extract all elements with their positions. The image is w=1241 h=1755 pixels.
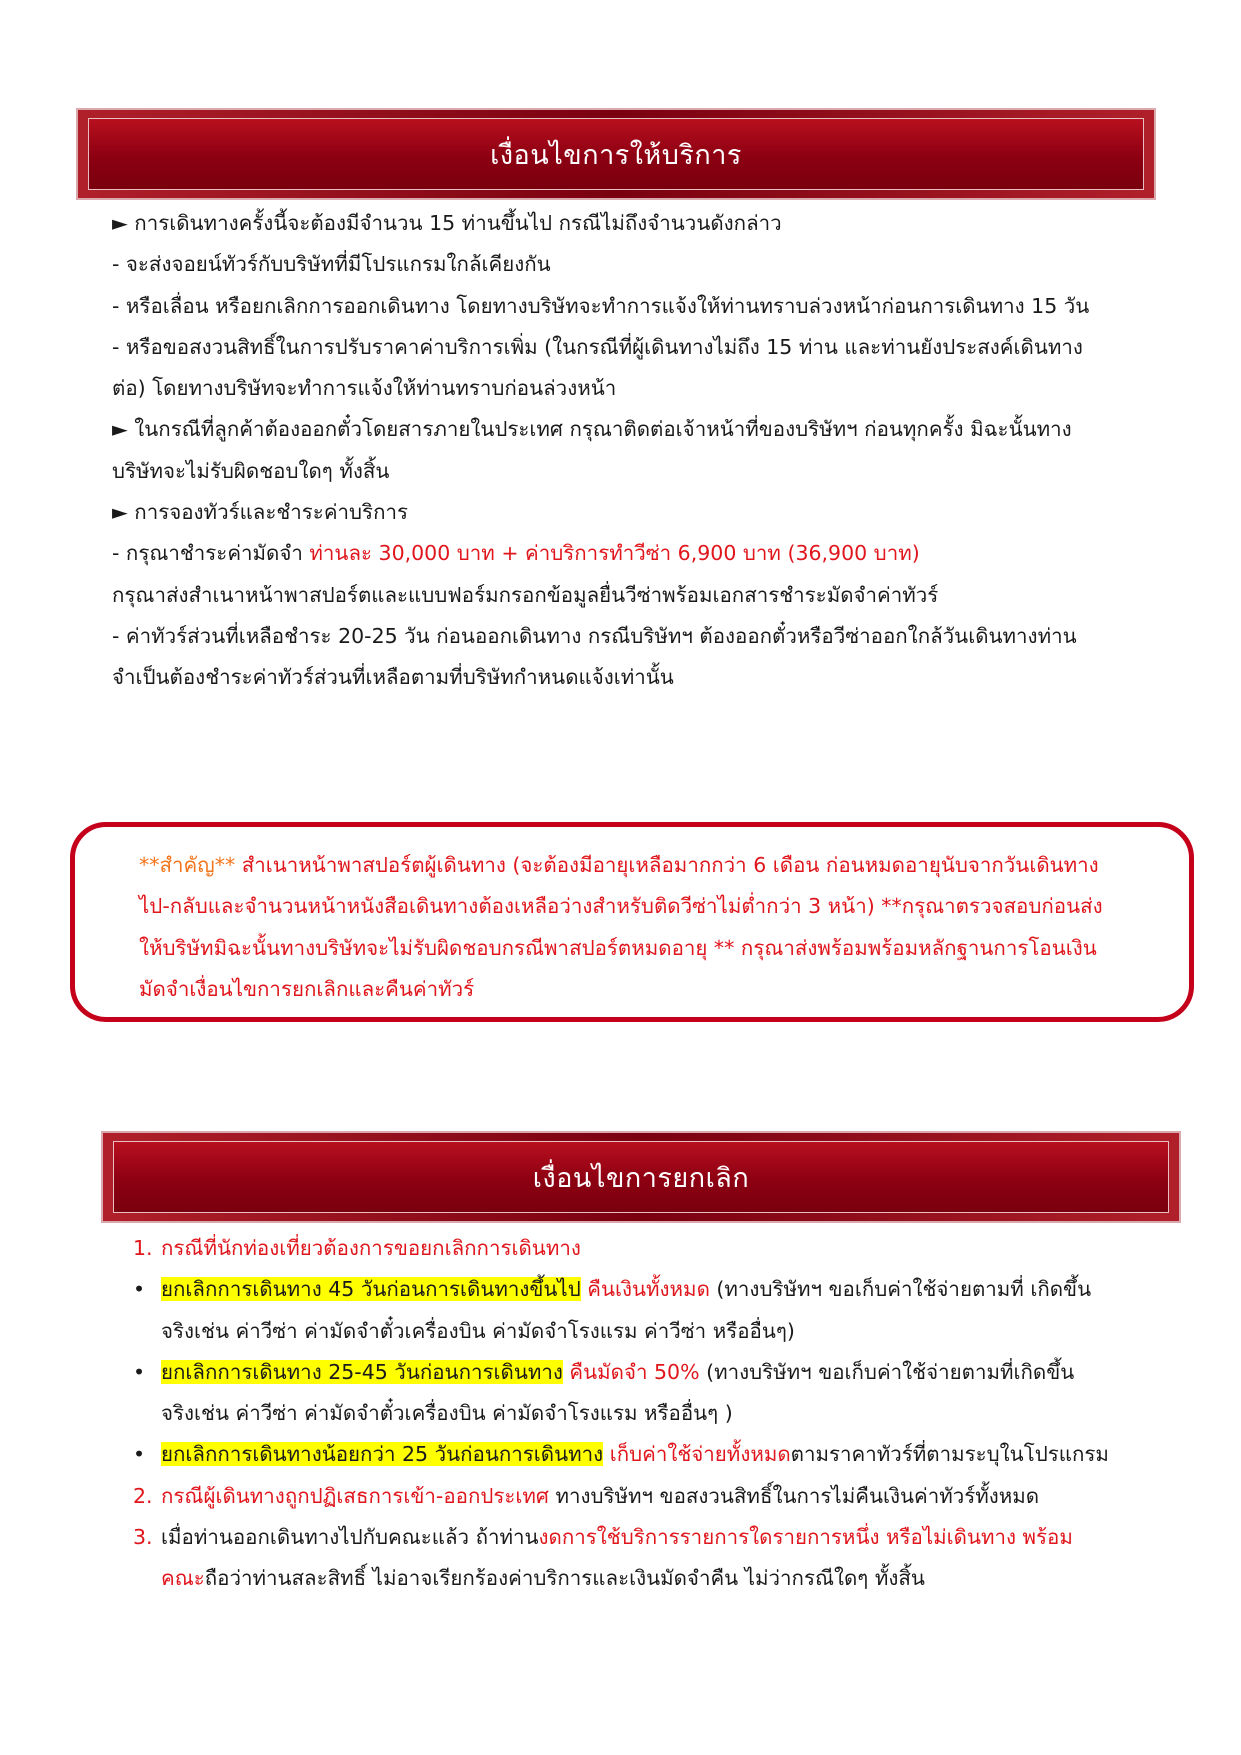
service-line: ► ในกรณีที่ลูกค้าต้องออกตั๋วโดยสารภายในประเทศ กรุณาติดต่อเจ้าหน้าที่ของบริษัทฯ ก่อนทุกครั้ง มิฉะนั้นทาง <box>112 417 1072 442</box>
bullet-continuation: จริงเช่น ค่าวีซ่า ค่ามัดจำตั๋วเครื่องบิน ค่ามัดจำโรงแรม หรืออื่นๆ ) <box>161 1401 733 1426</box>
banner-rim <box>76 108 1156 200</box>
notice-body <box>139 845 1103 1010</box>
notice-line: ไป-กลับและจำนวนหน้าหนังสือเดินทางต้องเหลือว่างสำหรับติดวีซ่าไม่ต่ำกว่า 3 หน้า) **กรุณาตรวจสอบก่อนส่ง <box>139 894 1103 919</box>
service-line: ► การเดินทางครั้งนี้จะต้องมีจำนวน 15 ท่านขึ้นไป กรณีไม่ถึงจำนวนดังกล่าว <box>112 211 782 235</box>
list-item-rest: ทางบริษัทฯ ขอสงวนสิทธิ์ในการไม่คืนเงินค่าทัวร์ทั้งหมด <box>548 1483 1040 1508</box>
service-line: ต่อ) โดยทางบริษัทจะทำการแจ้งให้ท่านทราบก่อนล่วงหน้า <box>112 376 617 401</box>
list-item-red: คณะ <box>161 1566 205 1591</box>
bullet-dot: • <box>133 1359 146 1384</box>
bullet-continuation: จริงเช่น ค่าวีซ่า ค่ามัดจำตั๋วเครื่องบิน ค่ามัดจำโรงแรม ค่าวีซ่า หรืออื่นๆ) <box>161 1318 795 1343</box>
service-line: - ค่าทัวร์ส่วนที่เหลือชำระ 20-25 วัน ก่อนออกเดินทาง กรณีบริษัทฯ ต้องออกตั๋วหรือวีซ่าออกใกล้วันเดินทางท่าน <box>112 623 1077 648</box>
notice-line <box>139 845 1103 886</box>
cancellation-banner <box>101 1131 1181 1223</box>
service-terms-title: เงื่อนไขการให้บริการ <box>490 139 742 171</box>
service-line: - หรือขอสงวนสิทธิ์ในการปรับราคาค่าบริการเพิ่ม (ในกรณีที่ผู้เดินทางไม่ถึง 15 ท่าน และท่านยังประสงค์เดินทาง <box>112 334 1083 359</box>
bullet-dot: • <box>133 1277 146 1302</box>
deposit-amount: ท่านละ 30,000 บาท + ค่าบริการทำวีซ่า 6,900 บาท (36,900 บาท) <box>309 541 920 566</box>
deposit-prefix: - กรุณาชำระค่ามัดจำ <box>112 541 310 566</box>
highlight-text: ยกเลิกการเดินทางน้อยกว่า 25 วันก่อนการเดินทาง <box>161 1442 604 1467</box>
refund-text: คืนมัดจำ 50% <box>562 1359 700 1384</box>
notice-line: มัดจำเงื่อนไขการยกเลิกและคืนค่าทัวร์ <box>139 976 475 1001</box>
bullet-rest: ตามราคาทัวร์ที่ตามระบุในโปรแกรม <box>790 1442 1109 1467</box>
list-item-red: งดการใช้บริการรายการใดรายการหนึ่ง หรือไม่เดินทาง พร้อม <box>538 1525 1073 1550</box>
bullet-rest: (ทางบริษัทฯ ขอเก็บค่าใช้จ่ายตามที่เกิดขึ้น <box>699 1359 1075 1384</box>
list-item-text: กรณีที่นักท่องเที่ยวต้องการขอยกเลิกการเดินทาง <box>161 1236 581 1260</box>
important-label: **สำคัญ** <box>139 853 236 877</box>
list-number: 1. <box>133 1236 153 1260</box>
list-item <box>133 1228 1109 1269</box>
list-item-text: เมื่อท่านออกเดินทางไปกับคณะแล้ว ถ้าท่าน <box>161 1525 539 1550</box>
banner-rim <box>101 1131 1181 1223</box>
deposit-line <box>112 533 1089 574</box>
list-item <box>133 1517 1109 1558</box>
bullet-item <box>133 1269 1109 1310</box>
refund-text: คืนเงินทั้งหมด <box>580 1277 710 1302</box>
notice-line-rest: สำเนาหน้าพาสปอร์ตผู้เดินทาง (จะต้องมีอายุเหลือมากกว่า 6 เดือน ก่อนหมดอายุนับจากวันเดินทาง <box>235 853 1099 877</box>
list-item-continuation <box>133 1558 1109 1599</box>
highlight-text: ยกเลิกการเดินทาง 25-45 วันก่อนการเดินทาง <box>161 1359 563 1384</box>
list-number: 3. <box>133 1525 153 1550</box>
cancellation-body <box>133 1228 1109 1600</box>
cancellation-title: เงื่อนไขการยกเลิก <box>532 1162 750 1194</box>
service-line: บริษัทจะไม่รับผิดชอบใดๆ ทั้งสิ้น <box>112 458 390 483</box>
important-notice-box <box>70 822 1194 1022</box>
service-line: ► การจองทัวร์และชำระค่าบริการ <box>112 500 408 525</box>
service-line: - หรือเลื่อน หรือยกเลิกการออกเดินทาง โดยทางบริษัทจะทำการแจ้งให้ท่านทราบล่วงหน้าก่อนการเดินทาง 15 วัน <box>112 293 1090 318</box>
service-terms-banner <box>76 108 1156 200</box>
bullet-dot: • <box>133 1442 146 1467</box>
bullet-item <box>133 1352 1109 1393</box>
list-item-text: ถือว่าท่านสละสิทธิ์ ไม่อาจเรียกร้องค่าบริการและเงินมัดจำคืน ไม่ว่ากรณีใดๆ ทั้งสิ้น <box>204 1566 925 1591</box>
list-item <box>133 1476 1109 1517</box>
refund-text: เก็บค่าใช้จ่ายทั้งหมด <box>603 1442 791 1467</box>
bullet-item <box>133 1434 1109 1475</box>
list-number: 2. <box>133 1483 153 1508</box>
bullet-rest: (ทางบริษัทฯ ขอเก็บค่าใช้จ่ายตามที่ เกิดขึ้น <box>709 1277 1092 1302</box>
service-terms-body <box>112 203 1089 699</box>
service-line: กรุณาส่งสำเนาหน้าพาสปอร์ตและแบบฟอร์มกรอกข้อมูลยื่นวีซ่าพร้อมเอกสารชำระมัดจำค่าทัวร์ <box>112 582 939 607</box>
service-line: - จะส่งจอยน์ทัวร์กับบริษัทที่มีโปรแกรมใกล้เคียงกัน <box>112 252 551 277</box>
notice-line: ให้บริษัทมิฉะนั้นทางบริษัทจะไม่รับผิดชอบกรณีพาสปอร์ตหมดอายุ ** กรุณาส่งพร้อมพร้อมหลักฐานการโอนเงิน <box>139 935 1097 960</box>
list-item-red: กรณีผู้เดินทางถูกปฏิเสธการเข้า-ออกประเทศ <box>161 1483 549 1508</box>
highlight-text: ยกเลิกการเดินทาง 45 วันก่อนการเดินทางขึ้นไป <box>161 1277 581 1302</box>
service-line: จำเป็นต้องชำระค่าทัวร์ส่วนที่เหลือตามที่บริษัทกำหนดแจ้งเท่านั้น <box>112 665 674 690</box>
